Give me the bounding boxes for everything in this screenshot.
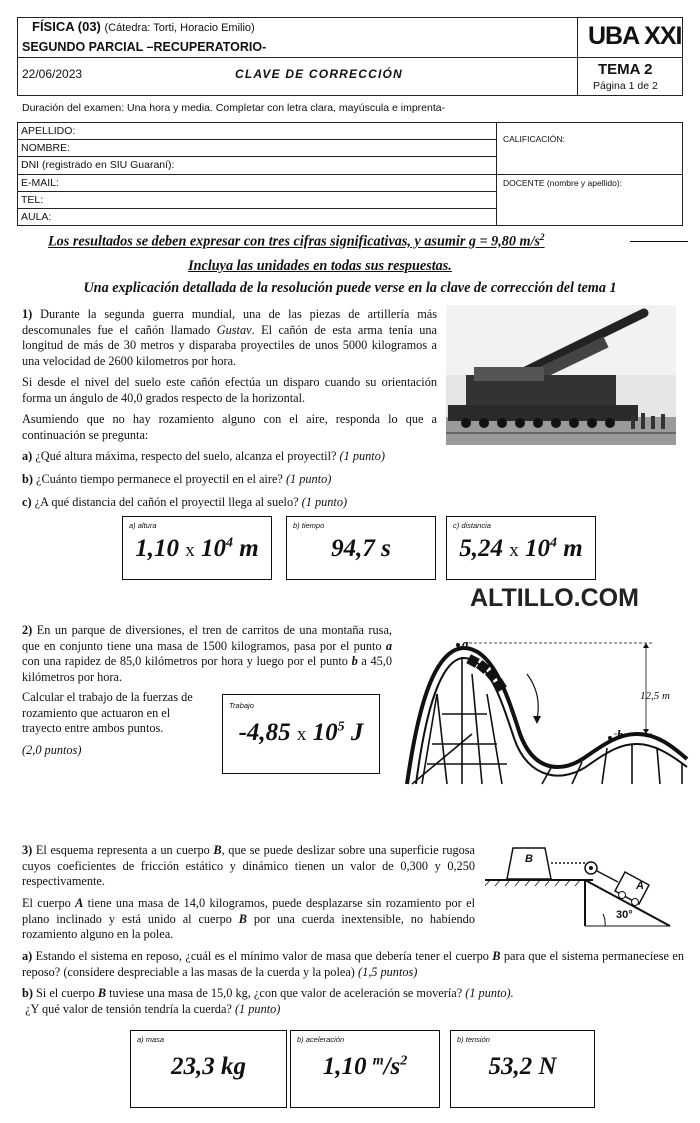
- angle-label: 30°: [616, 909, 633, 921]
- q3-body-a: El cuerpo A tiene una masa de 14,0 kilogramos, puede desplazarse sin rozamiento por el plano inclinado y está unido al cuerpo B por una cuerda inextensible, no habiendo rozamiento alguno en la polea.: [22, 896, 475, 942]
- answer-key-title: CLAVE DE CORRECCIÓN: [235, 67, 403, 81]
- q1-part-b: b) ¿Cuánto tiempo permanece el proyectil en el aire? (1 punto): [22, 472, 332, 486]
- subject-line: [32, 19, 255, 34]
- q3-answer-mass: a) masa 23,3 kg: [130, 1030, 287, 1108]
- field-email[interactable]: E-MAIL:: [21, 177, 59, 189]
- inclined-plane-diagram: [485, 838, 680, 930]
- subject-code: (03): [77, 19, 101, 34]
- q3-part-b: b) Si el cuerpo B tuviese una masa de 15,0 kg, ¿con que valor de aceleración se movería? (1 punto). ¿Y qué valor de tensión tendría la cuerda? (1 punto): [22, 986, 514, 1016]
- q3-answer-tension: b) tensión 53,2 N: [450, 1030, 595, 1108]
- exam-date: 22/06/2023: [22, 67, 83, 81]
- field-nombre[interactable]: NOMBRE:: [21, 142, 71, 154]
- q2-answer-work: Trabajo -4,85 x $10^5$ J: [222, 694, 380, 774]
- q1-part-a: a) ¿Qué altura máxima, respecto del suelo, alcanza el proyectil? (1 punto): [22, 449, 385, 463]
- q3-intro: 3) El esquema representa a un cuerpo B, que se puede deslizar sobre una superficie rugosa cuyos coeficientes de fricción estático y dinámico tienen un valor de 0,300 y 0,250 respectivamente.: [22, 843, 476, 889]
- point-a-label: a: [462, 636, 469, 651]
- note-significant-figures: Los resultados se deben expresar con tres cifras significativas, y asumir g = 9,80 $m/s^2$: [48, 232, 545, 250]
- roller-coaster-diagram: [402, 634, 692, 790]
- watermark: ALTILLO.COM: [470, 584, 639, 612]
- q3-part-a: a) Estando el sistema en reposo, ¿cuál es el mínimo valor de masa que debería tener el cuerpo B para que el sistema permaneciese en reposo? (considere despreciable a las masas de la cuerda y la polea) (1,5 puntos): [22, 949, 684, 979]
- point-b-label: b: [617, 727, 624, 742]
- instructions: Duración del examen: Una hora y media. Completar con letra clara, mayúscula e imprenta-: [22, 102, 446, 114]
- uba-logo: UBA XXI: [588, 22, 682, 50]
- note-units: Incluya las unidades en todas sus respuestas.: [188, 258, 452, 274]
- q1-angle-text: Si desde el nivel del suelo este cañón efectúa un disparo cuando su orientación forma un ángulo de 40,0 grados respecto de la horizontal.: [22, 375, 437, 405]
- exam-title: SEGUNDO PARCIAL –RECUPERATORIO-: [22, 40, 267, 54]
- chair: (Cátedra: Torti, Horacio Emilio): [104, 22, 255, 34]
- grade-label[interactable]: CALIFICACIÓN:: [503, 134, 565, 144]
- cannon-photo: [446, 305, 676, 445]
- block-b-label: B: [525, 853, 533, 865]
- q1-answer-time: b) tiempo 94,7 s: [286, 516, 436, 580]
- theme-label: TEMA 2: [598, 61, 653, 78]
- field-aula[interactable]: AULA:: [21, 211, 52, 223]
- header-vdivider: [577, 17, 578, 96]
- q1-answer-distance: c) distancia 5,24 x $10^4$ m: [446, 516, 596, 580]
- q2-intro: 2) En un parque de diversiones, el tren de carritos de una montaña rusa, que en conjunto tiene una masa de 1500 kilogramos, pasa por el punto a con una rapidez de 85,0 kilómetros por hora y luego por el punto b a 45,0 kilómetros por hora.: [22, 623, 392, 684]
- field-tel[interactable]: TEL:: [21, 194, 44, 206]
- header-divider: [17, 57, 683, 58]
- field-apellido[interactable]: APELLIDO:: [21, 125, 76, 137]
- teacher-label[interactable]: DOCENTE (nombre y apellido):: [503, 178, 623, 188]
- field-dni[interactable]: DNI (registrado en SIU Guaraní):: [21, 159, 175, 171]
- block-a-label: A: [636, 880, 644, 892]
- note-explanation: Una explicación detallada de la resolución puede verse en la clave de corrección del tema 1: [83, 280, 617, 296]
- q1-assumption: Asumiendo que no hay rozamiento alguno con el aire, responda lo que a continuación se pregunta:: [22, 412, 437, 442]
- subject: FÍSICA: [32, 19, 75, 34]
- q2-task: Calcular el trabajo de la fuerzas de rozamiento que actuaron en el trayecto entre ambos puntos.: [22, 690, 193, 736]
- q2-points: (2,0 puntos): [22, 743, 82, 757]
- q1-part-c: c) ¿A qué distancia del cañón el proyectil llega al suelo? (1 punto): [22, 495, 348, 509]
- height-label: 12,5 m: [640, 690, 670, 702]
- page-number: Página 1 de 2: [593, 80, 658, 92]
- q1-answer-height: a) altura 1,10 x $10^4$ m: [122, 516, 272, 580]
- q1-intro: 1) Durante la segunda guerra mundial, una de las piezas de artillería más descomunales fue el cañón llamado Gustav. El cañón de esta arma tenía una longitud de más de 30 metros y disparaba proyectiles de unos 5000 kilogramos a una velocidad de 2600 kilometros por hora.: [22, 307, 437, 368]
- q3-answer-acceleration: b) aceleración 1,10 $^m/s^2$: [290, 1030, 440, 1108]
- note-extension-line: [630, 241, 688, 242]
